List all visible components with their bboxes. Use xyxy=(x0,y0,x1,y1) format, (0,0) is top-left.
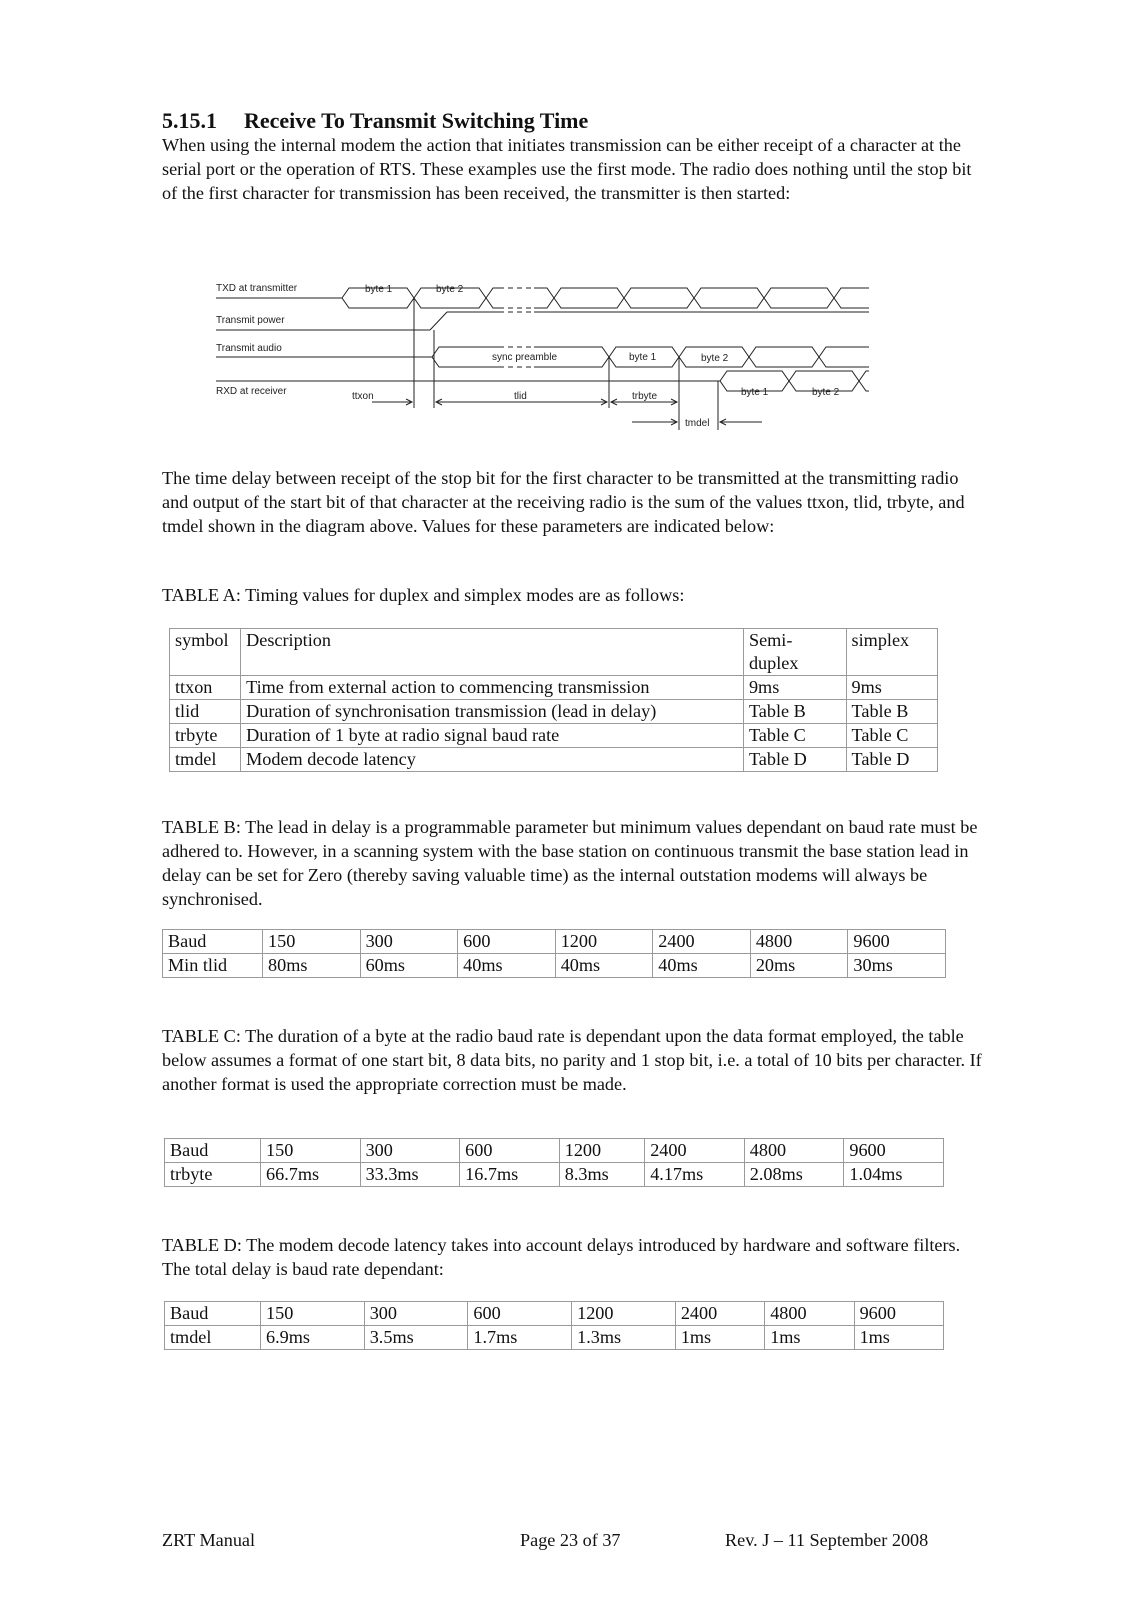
table-cell: Min tlid xyxy=(163,954,263,978)
table-cell: Table C xyxy=(743,724,846,748)
table-cell: 150 xyxy=(263,930,361,954)
table-cell: 60ms xyxy=(360,954,458,978)
table-cell: ttxon xyxy=(170,676,241,700)
txd-waveform xyxy=(216,288,869,308)
table-cell: Baud xyxy=(163,930,263,954)
table-cell: Table D xyxy=(846,748,937,772)
table-cell: 300 xyxy=(364,1302,468,1326)
audio-byte2-label: byte 2 xyxy=(701,353,729,364)
footer-revision: Rev. J – 11 September 2008 xyxy=(725,1530,929,1550)
table-cell: 4800 xyxy=(750,930,848,954)
table-cell: 1.7ms xyxy=(468,1326,572,1350)
table-cell: trbyte xyxy=(165,1163,261,1187)
table-cell: Duration of 1 byte at radio signal baud rate xyxy=(241,724,744,748)
table-cell: 600 xyxy=(460,1139,560,1163)
table-cell: 600 xyxy=(468,1302,572,1326)
table-cell: 33.3ms xyxy=(360,1163,460,1187)
table-cell: 3.5ms xyxy=(364,1326,468,1350)
table-cell: Table B xyxy=(743,700,846,724)
ttxon-label: ttxon xyxy=(352,391,374,402)
audio-byte1-label: byte 1 xyxy=(629,352,657,363)
table-cell: 9600 xyxy=(854,1302,943,1326)
table-row xyxy=(163,930,946,954)
row-label-power: Transmit power xyxy=(216,315,285,326)
table-cell: 2.08ms xyxy=(744,1163,844,1187)
table-cell: tmdel xyxy=(165,1326,261,1350)
table-cell: 9ms xyxy=(743,676,846,700)
table-cell: Modem decode latency xyxy=(241,748,744,772)
table-cell: 20ms xyxy=(750,954,848,978)
table-row xyxy=(165,1326,944,1350)
section-title: Receive To Transmit Switching Time xyxy=(244,108,589,133)
table-cell: tlid xyxy=(170,700,241,724)
rx-byte1-label: byte 1 xyxy=(741,387,769,398)
footer-title: ZRT Manual xyxy=(162,1530,256,1550)
table-cell: Description xyxy=(241,629,744,676)
section-number: 5.15.1 xyxy=(162,108,217,133)
sync-preamble-label: sync preamble xyxy=(492,352,558,363)
intro-paragraph: When using the internal modem the action that initiates transmission can be either receipt of a character at the serial port or the operation of RTS. These examples use the first mode. The radio does nothing until the stop bit of the first character for transmission has been received, the transmitter is then started: xyxy=(162,135,972,203)
table-row xyxy=(170,724,938,748)
table-cell: 1ms xyxy=(675,1326,764,1350)
rxd-waveform xyxy=(216,371,869,391)
timing-markers xyxy=(414,298,718,430)
tx-byte1-label: byte 1 xyxy=(365,284,393,295)
tx-byte2-label: byte 2 xyxy=(436,284,464,295)
trbyte-label: trbyte xyxy=(632,391,658,402)
table-cell: 300 xyxy=(360,1139,460,1163)
table-cell: 1.04ms xyxy=(844,1163,944,1187)
table-cell: Semi-duplex xyxy=(743,629,846,676)
table-a xyxy=(169,628,938,772)
table-cell: 4800 xyxy=(744,1139,844,1163)
table-cell: 1.3ms xyxy=(572,1326,676,1350)
delay-paragraph: The time delay between receipt of the stop bit for the first character to be transmitted at the transmitting radio and output of the start bit of that character at the receiving radio is the sum of the values ttxon, tlid, trbyte, and tmdel shown in the diagram above. Values for these parameters are indicated below: xyxy=(162,468,965,536)
table-cell: Table C xyxy=(846,724,937,748)
table-cell: 40ms xyxy=(653,954,751,978)
table-cell: Duration of synchronisation transmission (lead in delay) xyxy=(241,700,744,724)
footer-page-number: Page 23 of 37 xyxy=(520,1530,621,1550)
table-cell: 600 xyxy=(458,930,556,954)
table-row xyxy=(170,676,938,700)
tlid-label: tlid xyxy=(514,391,527,402)
row-label-rxd: RXD at receiver xyxy=(216,386,287,397)
table-cell: 2400 xyxy=(675,1302,764,1326)
power-waveform xyxy=(216,312,869,330)
table-row xyxy=(170,629,938,676)
table-cell: Time from external action to commencing transmission xyxy=(241,676,744,700)
table-cell: 40ms xyxy=(458,954,556,978)
table-cell: 9600 xyxy=(848,930,946,954)
table-a-caption: TABLE A: Timing values for duplex and simplex modes are as follows: xyxy=(162,585,685,605)
table-cell: Table B xyxy=(846,700,937,724)
table-cell: 1ms xyxy=(854,1326,943,1350)
table-cell: 16.7ms xyxy=(460,1163,560,1187)
table-row xyxy=(170,748,938,772)
table-row xyxy=(170,700,938,724)
rx-byte2-label: byte 2 xyxy=(812,387,840,398)
table-cell: 1ms xyxy=(765,1326,854,1350)
table-cell: Table D xyxy=(743,748,846,772)
timing-diagram xyxy=(162,270,956,445)
table-d-paragraph: TABLE D: The modem decode latency takes into account delays introduced by hardware and software filters. The total delay is baud rate dependant: xyxy=(162,1235,961,1279)
table-row xyxy=(165,1302,944,1326)
table-row xyxy=(163,954,946,978)
table-cell: 66.7ms xyxy=(261,1163,361,1187)
table-b-paragraph: TABLE B: The lead in delay is a programmable parameter but minimum values dependant on baud rate must be adhered to. However, in a scanning system with the base station on continuous transmit the base station lead in delay can be set for Zero (thereby saving valuable time) as the internal outstation modems will always be synchronised. xyxy=(162,817,978,909)
table-cell: 8.3ms xyxy=(559,1163,644,1187)
table-cell: simplex xyxy=(846,629,937,676)
table-c xyxy=(164,1138,944,1187)
section-heading xyxy=(162,108,588,134)
table-cell: tmdel xyxy=(170,748,241,772)
table-cell: 2400 xyxy=(645,1139,745,1163)
table-row xyxy=(165,1139,944,1163)
table-cell: 40ms xyxy=(555,954,653,978)
table-cell: 80ms xyxy=(263,954,361,978)
table-cell: 30ms xyxy=(848,954,946,978)
table-cell: 1200 xyxy=(559,1139,644,1163)
table-b xyxy=(162,929,946,978)
table-cell: 1200 xyxy=(572,1302,676,1326)
row-label-txd: TXD at transmitter xyxy=(216,283,298,294)
table-cell: 9ms xyxy=(846,676,937,700)
row-label-audio: Transmit audio xyxy=(216,343,282,354)
table-cell: Baud xyxy=(165,1302,261,1326)
table-cell: 4.17ms xyxy=(645,1163,745,1187)
table-cell: 6.9ms xyxy=(261,1326,365,1350)
table-cell: Baud xyxy=(165,1139,261,1163)
table-cell: 2400 xyxy=(653,930,751,954)
table-d xyxy=(164,1301,944,1350)
table-cell: 4800 xyxy=(765,1302,854,1326)
table-cell: 150 xyxy=(261,1139,361,1163)
table-cell: symbol xyxy=(170,629,241,676)
table-cell: 300 xyxy=(360,930,458,954)
table-cell: 1200 xyxy=(555,930,653,954)
table-cell: trbyte xyxy=(170,724,241,748)
table-row xyxy=(165,1163,944,1187)
table-c-paragraph: TABLE C: The duration of a byte at the radio baud rate is dependant upon the data format employed, the table below assumes a format of one start bit, 8 data bits, no parity and 1 stop bit, i.e. a total of 10 bits per character. If another format is used the appropriate correction must be made. xyxy=(162,1026,982,1094)
tmdel-label: tmdel xyxy=(685,418,710,429)
table-cell: 150 xyxy=(261,1302,365,1326)
table-cell: 9600 xyxy=(844,1139,944,1163)
